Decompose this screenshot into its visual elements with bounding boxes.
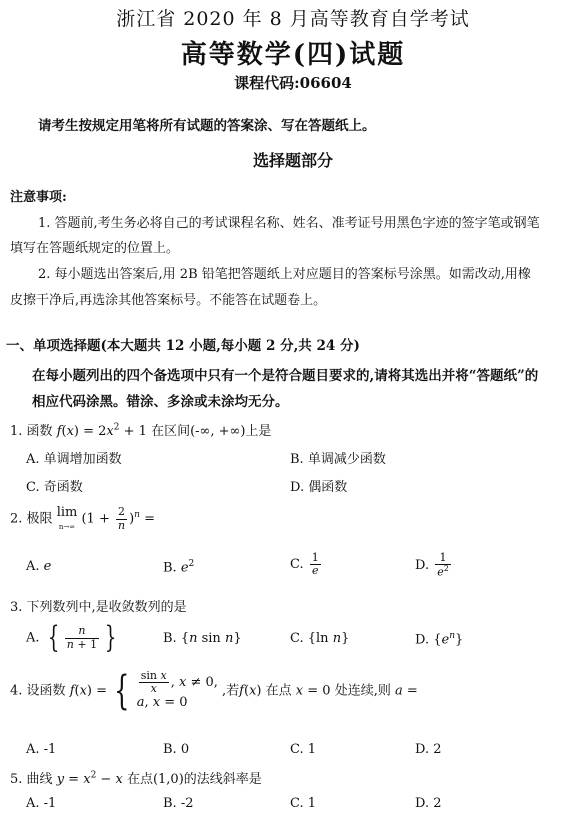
- exam-title: 浙江省 2020 年 8 月高等教育自学考试: [116, 8, 470, 30]
- question-2-stem: 2. 极限 lim n→∞ (1 + $\frac{2}{n}$ )$^n$ =: [10, 505, 155, 532]
- question-1-option-b: B. 单调减少函数: [290, 452, 386, 467]
- question-2-option-a: A. e: [26, 559, 52, 574]
- question-5-prefix: 5. 曲线: [10, 772, 53, 787]
- notice-label: 注意事项:: [10, 190, 67, 205]
- question-3-stem: 3. 下列数列中,是收敛数列的是: [10, 600, 187, 615]
- question-4-option-c: C. 1: [290, 742, 317, 757]
- question-2-prefix: 2. 极限: [10, 511, 53, 527]
- question-4-option-a: A. -1: [26, 742, 57, 757]
- section-heading: 选择题部分: [252, 151, 333, 170]
- question-3-option-d: D. $\{e^n\}$: [415, 631, 464, 648]
- question-1-option-c: C. 奇函数: [26, 480, 83, 495]
- notice-item-2-line-1: 2. 每小题选出答案后,用 2B 铅笔把答题纸上对应题目的答案标号涂黑。如需改动,用橡: [38, 267, 531, 282]
- notice-item-1-line-2: 填写在答题纸规定的位置上。: [10, 241, 180, 256]
- question-2-option-b: B. $e^2$: [163, 559, 195, 576]
- question-2-option-d: D. $\frac{1}{e^2}$: [415, 551, 449, 579]
- part1-note-line-2: 相应代码涂黑。错涂、多涂或未涂均无分。: [32, 394, 289, 410]
- subject-title: 高等数学(四)试题: [180, 40, 406, 70]
- piecewise-cases: $\frac{\text{sin x}}{x}$ , x ≠ 0, a, x = 0: [136, 669, 218, 711]
- question-5-stem: 5. 曲线 $y = x^2 - x$ 在点(1,0)的法线斜率是: [10, 770, 262, 787]
- limit-operator: lim n→∞: [56, 505, 78, 531]
- notice-item-1-line-1: 1. 答题前,考生务必将自己的考试课程名称、姓名、准考证号用黑色字迹的签字笔或钢笔: [38, 216, 540, 231]
- instruction: 请考生按规定用笔将所有试题的答案涂、写在答题纸上。: [38, 118, 376, 134]
- question-4-stem: 4. 设函数 f(x) = { $\frac{\text{sin x}}{x}$ , x ≠ 0, a, x = 0 ,若f(x) 在点 x = 0 处连续,则 a =: [10, 668, 418, 715]
- question-1-prefix: 1. 函数: [10, 424, 53, 439]
- question-5-option-b: B. -2: [163, 796, 194, 811]
- question-1-stem: 1. 函数 $f(x) = 2x^2 + 1$ 在区间(-∞, +∞)上是: [10, 422, 272, 439]
- question-5-option-d: D. 2: [415, 796, 442, 811]
- piecewise-brace: {: [114, 668, 130, 715]
- question-4-option-b: B. 0: [163, 742, 190, 757]
- question-3-option-c: C. {ln n}: [290, 631, 350, 646]
- part1-note-line-1: 在每小题列出的四个备选项中只有一个是符合题目要求的,请将其选出并将“答题纸”的: [32, 368, 539, 384]
- question-1-suffix: 在区间(-∞, +∞)上是: [151, 424, 272, 439]
- question-5-option-c: C. 1: [290, 796, 317, 811]
- question-2-option-c: C. $\frac{1}{e}$: [290, 551, 319, 578]
- question-5-option-a: A. -1: [26, 796, 57, 811]
- part1-heading: 一、单项选择题(本大题共 12 小题,每小题 2 分,共 24 分): [6, 338, 360, 354]
- question-4-option-d: D. 2: [415, 742, 442, 757]
- question-3-option-a: A. { $\frac{n}{n + 1}$ }: [26, 620, 117, 655]
- question-1-option-a: A. 单调增加函数: [26, 452, 122, 467]
- question-5-suffix: 在点(1,0)的法线斜率是: [126, 772, 262, 787]
- notice-item-2-line-2: 皮擦干净后,再选涂其他答案标号。不能答在试题卷上。: [10, 293, 327, 308]
- course-code: 课程代码:06604: [234, 74, 352, 92]
- question-3-option-b: B. {n sin n}: [163, 631, 242, 646]
- question-1-option-d: D. 偶函数: [290, 480, 348, 495]
- question-4-prefix: 4. 设函数: [10, 683, 66, 699]
